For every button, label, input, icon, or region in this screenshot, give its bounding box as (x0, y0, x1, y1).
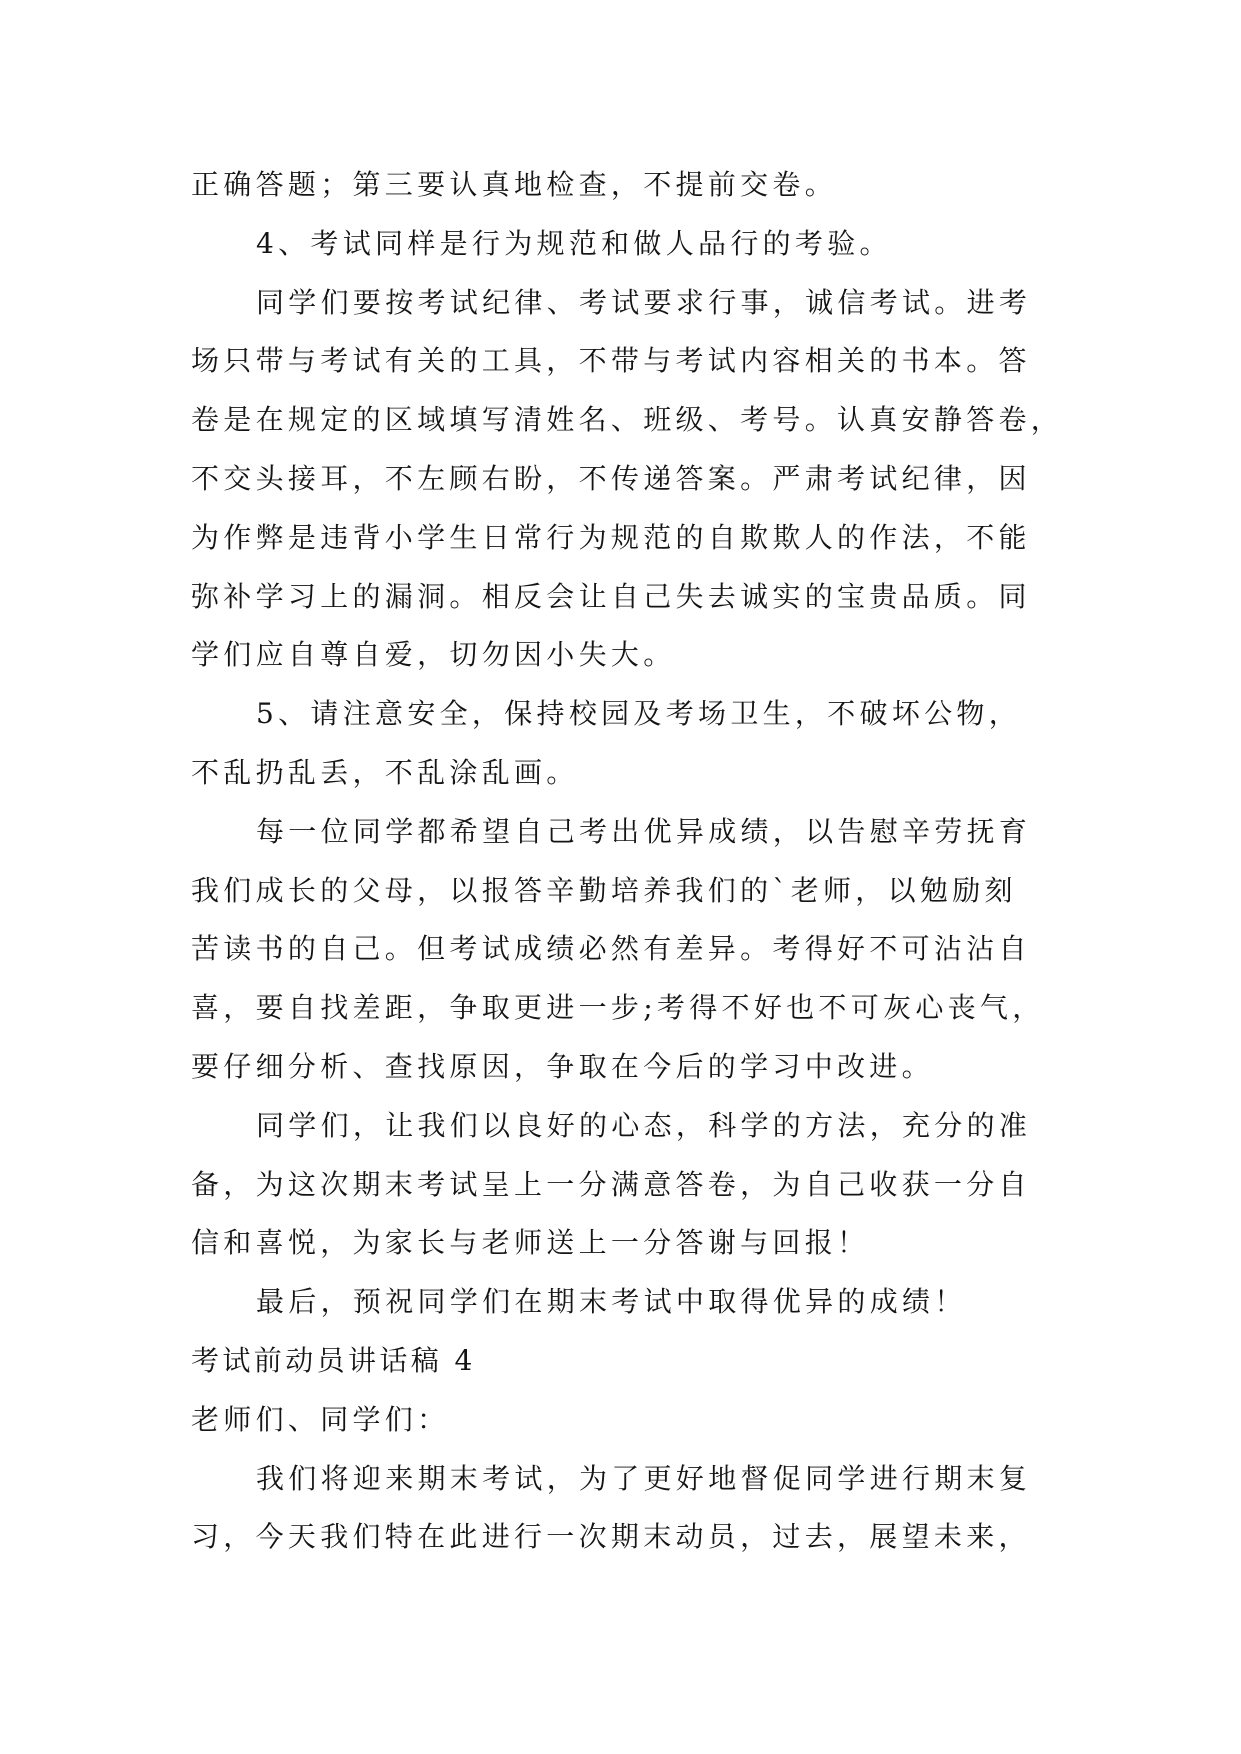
text-line: 我们将迎来期末考试，为了更好地督促同学进行期末复 (256, 1461, 1032, 1495)
text-line: 信和喜悦，为家长与老师送上一分答谢与回报！ (191, 1226, 870, 1260)
text-line: 学们应自尊自爱，切勿因小失大。 (191, 638, 676, 672)
text-line: 卷是在规定的区域填写清姓名、班级、考号。认真安静答卷， (191, 403, 1064, 437)
text-line: 备，为这次期末考试呈上一分满意答卷，为自己收获一分自 (191, 1167, 1031, 1201)
text-line: 最后，预祝同学们在期末考试中取得优异的成绩！ (256, 1285, 967, 1319)
salutation: 老师们、同学们： (191, 1402, 450, 1436)
text-line: 同学们，让我们以良好的心态，科学的方法，充分的准 (256, 1108, 1032, 1142)
text-line: 习，今天我们特在此进行一次期末动员，过去，展望未来， (191, 1520, 1031, 1554)
section-title: 考试前动员讲话稿 4 (191, 1343, 476, 1377)
text-line: 喜，要自找差距，争取更进一步;考得不好也不可灰心丧气， (191, 991, 1045, 1025)
text-line: 同学们要按考试纪律、考试要求行事，诚信考试。进考 (256, 285, 1032, 319)
text-line: 我们成长的父母，以报答辛勤培养我们的`老师，以勉励刻 (191, 873, 1017, 907)
text-line: 4、考试同样是行为规范和做人品行的考验。 (256, 226, 892, 260)
text-line: 苦读书的自己。但考试成绩必然有差异。考得好不可沾沾自 (191, 932, 1031, 966)
text-line: 5、请注意安全，保持校园及考场卫生，不破坏公物， (256, 697, 1022, 731)
text-line: 场只带与考试有关的工具，不带与考试内容相关的书本。答 (191, 344, 1031, 378)
text-line: 要仔细分析、查找原因，争取在今后的学习中改进。 (191, 1049, 934, 1083)
text-line: 不交头接耳，不左顾右盼，不传递答案。严肃考试纪律，因 (191, 461, 1031, 495)
text-line: 每一位同学都希望自己考出优异成绩，以告慰辛劳抚育 (256, 814, 1032, 848)
text-line: 正确答题；第三要认真地检查，不提前交卷。 (191, 168, 838, 201)
text-line: 不乱扔乱丢，不乱涂乱画。 (191, 755, 579, 789)
text-line: 弥补学习上的漏洞。相反会让自己失去诚实的宝贵品质。同 (191, 579, 1031, 613)
text-line: 为作弊是违背小学生日常行为规范的自欺欺人的作法，不能 (191, 520, 1031, 554)
